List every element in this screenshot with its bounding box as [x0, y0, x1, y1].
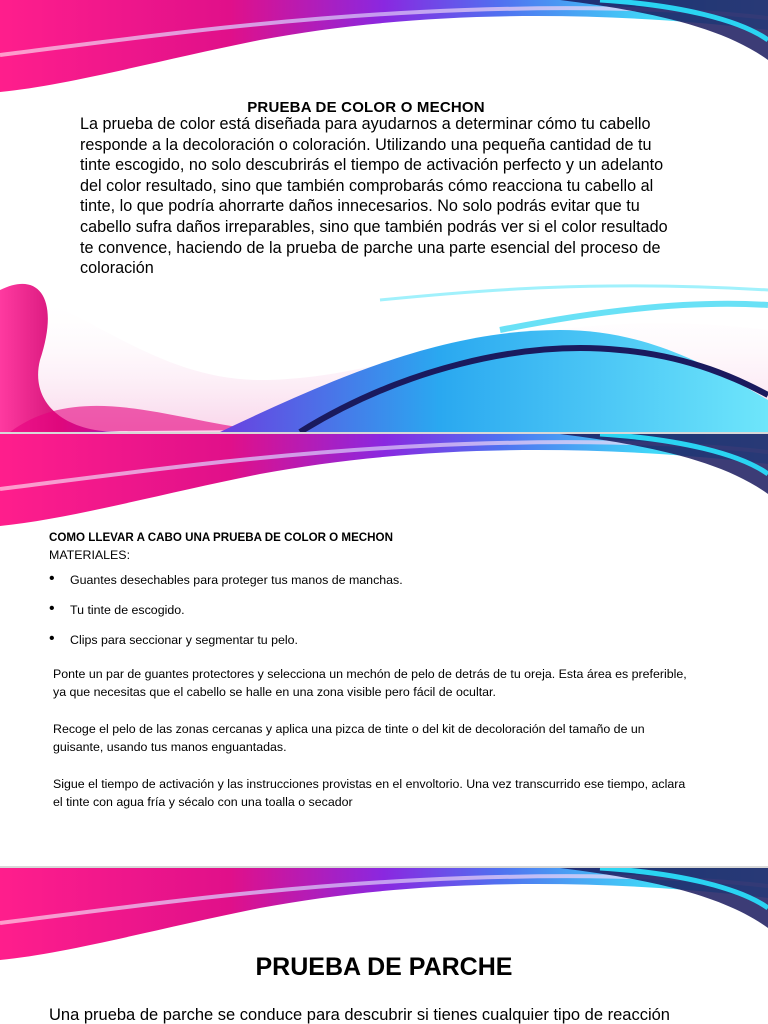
slide-body-text: La prueba de color está diseñada para ayudarnos a determinar cómo tu cabello responde a la decoloración o coloración. Utilizando una pequeña cantidad de tu tinte escogido, no solo descubrirás el tiempo de activación perfecto y un adelanto del color resultado, sino que también comprobarás cómo reacciona tu cabello al tinte, lo que podría ahorrarte daños innecesarios. No solo podrás evitar que tu cabello sufra daños irreparables, sino que también podrás ver si el color resultado te convence, haciendo de la prueba de parche una parte esencial del proceso de coloración: [80, 115, 668, 278]
step-paragraph: Recoge el pelo de las zonas cercanas y aplica una pizca de tinte o del kit de decoloración del tamaño de un guisante, usando tus manos enguantadas.: [53, 722, 645, 754]
slide-title: PRUEBA DE COLOR O MECHON: [247, 99, 485, 116]
materials-list: [49, 573, 403, 663]
section-heading: COMO LLEVAR A CABO UNA PRUEBA DE COLOR O MECHON: [49, 531, 393, 544]
slide-3: [0, 868, 768, 1024]
list-item: • Guantes desechables para proteger tus manos de manchas.: [49, 573, 403, 603]
slide-title: PRUEBA DE PARCHE: [255, 953, 513, 981]
slide-1: [0, 0, 768, 432]
slide-body-text: Una prueba de parche se conduce para descubrir si tienes cualquier tipo de reacción: [49, 1006, 670, 1024]
step-paragraph: Sigue el tiempo de activación y las instrucciones provistas en el envoltorio. Una vez transcurrido ese tiempo, aclara el tinte con agua fría y sécalo con una toalla o secador: [53, 777, 686, 809]
slide-2: [0, 434, 768, 866]
materials-label: MATERIALES:: [49, 548, 131, 562]
swirl-decoration: [0, 868, 768, 1024]
list-item: • Clips para seccionar y segmentar tu pelo.: [49, 633, 403, 663]
step-paragraph: Ponte un par de guantes protectores y selecciona un mechón de pelo de detrás de tu oreja. Esta área es preferible, ya que necesitas que el cabello se halle en una zona visible pero fácil de ocultar.: [53, 667, 687, 699]
steps: [53, 665, 693, 830]
list-item: • Tu tinte de escogido.: [49, 603, 403, 633]
